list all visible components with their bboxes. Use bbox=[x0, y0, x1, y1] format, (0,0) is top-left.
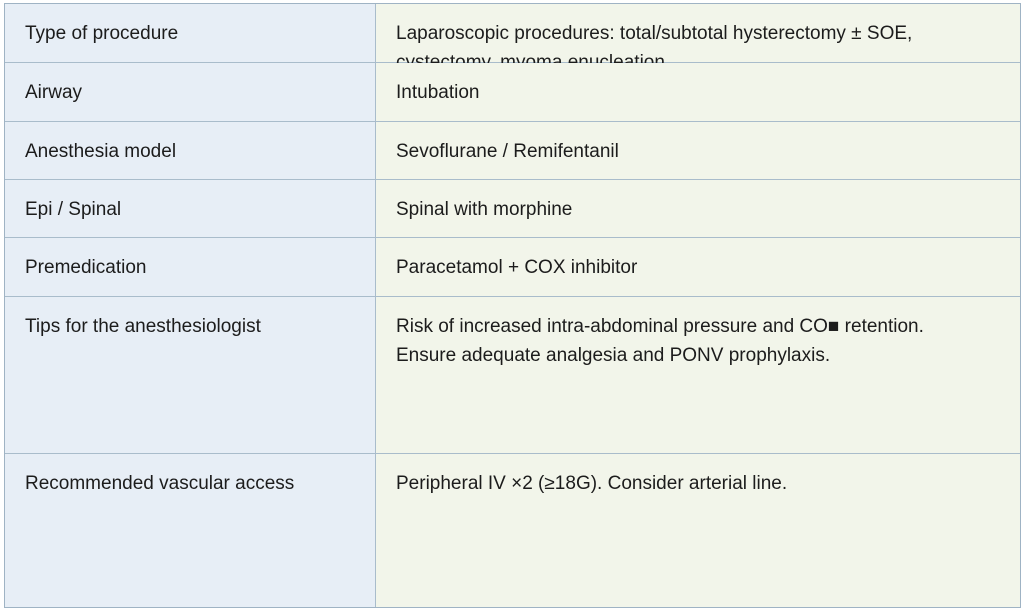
value-cell bbox=[376, 297, 1020, 453]
row-label: Premedication bbox=[25, 257, 147, 278]
row-label: Type of procedure bbox=[25, 23, 179, 44]
row-value: Risk of increased intra-abdominal pressure and CO■ retention. Ensure adequate analgesia and PONV prophylaxis. bbox=[396, 316, 924, 366]
label-cell bbox=[5, 180, 376, 237]
row-value: Peripheral IV ×2 (≥18G). Consider arterial line. bbox=[396, 473, 788, 494]
row-label: Epi / Spinal bbox=[25, 199, 122, 220]
row-value: Sevoflurane / Remifentanil bbox=[396, 141, 619, 162]
label-cell bbox=[5, 297, 376, 453]
row-value: Laparoscopic procedures: total/subtotal hysterectomy ± SOE, bbox=[396, 23, 913, 44]
table-row-type-of-procedure bbox=[5, 4, 1020, 63]
value-cell bbox=[376, 4, 1020, 62]
label-cell bbox=[5, 63, 376, 121]
value-cell bbox=[376, 180, 1020, 237]
label-cell bbox=[5, 454, 376, 607]
row-label: Airway bbox=[25, 82, 83, 103]
value-cell bbox=[376, 63, 1020, 121]
value-cell bbox=[376, 238, 1020, 296]
table-row-premedication bbox=[5, 238, 1020, 297]
value-cell bbox=[376, 122, 1020, 179]
value-cell bbox=[376, 454, 1020, 607]
row-value: Paracetamol + COX inhibitor bbox=[396, 257, 638, 278]
table-row-airway bbox=[5, 63, 1020, 122]
row-label: Tips for the anesthesiologist bbox=[25, 316, 261, 337]
table-row-tips bbox=[5, 297, 1020, 454]
label-cell bbox=[5, 238, 376, 296]
label-cell bbox=[5, 122, 376, 179]
table-row-anesthesia-model bbox=[5, 122, 1020, 180]
row-value: Spinal with morphine bbox=[396, 199, 573, 220]
row-label: Recommended vascular access bbox=[25, 473, 295, 494]
row-value: Intubation bbox=[396, 82, 480, 103]
table-row-vascular-access bbox=[5, 454, 1020, 607]
label-cell bbox=[5, 4, 376, 62]
table-row-epi-spinal bbox=[5, 180, 1020, 238]
row-label: Anesthesia model bbox=[25, 141, 177, 162]
procedure-info-table bbox=[4, 3, 1021, 608]
